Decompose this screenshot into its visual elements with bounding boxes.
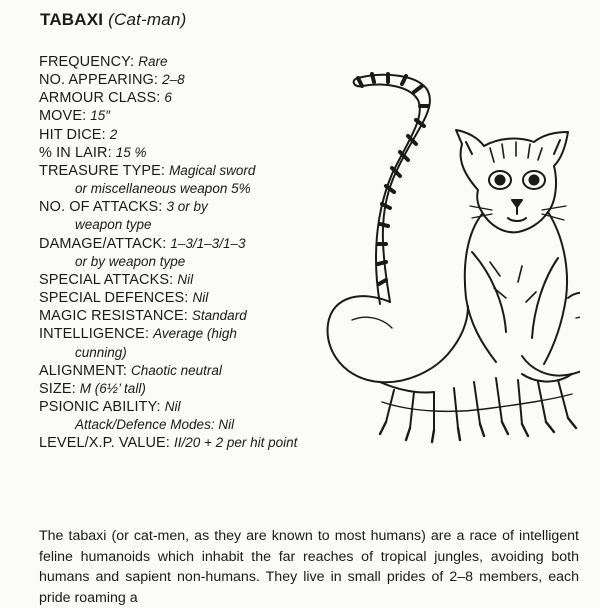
stat-label: HIT DICE: [39,126,106,143]
description-paragraph: The tabaxi (or cat-men, as they are known to most humans) are a race of intelligent feline humanoids which inhabit the far reaches of tropical jungles, avoiding both humans and sapient non-humans. They live in small prides of 2–8 members, each pride roaming a [39,528,579,606]
tabaxi-illustration [322,62,580,447]
stat-label: TREASURE TYPE: [39,162,166,179]
stat-value-continued: weapon type [75,217,152,233]
stat-label: NO. APPEARING: [39,72,159,89]
stat-value: 15″ [90,108,111,124]
stat-label: PSIONIC ABILITY: [39,398,161,415]
stat-value: Nil [177,271,194,287]
stat-value: 15 % [115,144,147,160]
stat-label: NO. OF ATTACKS: [39,199,163,216]
stat-value-continued: or miscellaneous weapon 5% [75,181,251,197]
stat-value-continued: cunning) [75,344,127,360]
stat-value-continued: Attack/Defence Modes: Nil [75,417,235,433]
stat-value: 1–3/1–3/1–3 [170,235,246,251]
stat-label: LEVEL/X.P. VALUE: [39,435,170,452]
stat-value: 6 [164,90,172,106]
stat-label: ARMOUR CLASS: [39,90,161,107]
stat-value: Average (high [153,326,237,342]
stat-value: Magical sword [169,162,256,178]
stat-label: MOVE: [39,108,87,125]
stat-value: Nil [164,398,181,414]
stat-value: 2–8 [162,72,185,88]
stat-label: MAGIC RESISTANCE: [39,308,188,325]
creature-alias: (Cat-man) [108,10,187,29]
stat-label: DAMAGE/ATTACK: [39,235,167,252]
creature-title [40,10,186,30]
stat-label: SPECIAL DEFENCES: [39,290,189,307]
stat-value: 3 or by [166,199,208,215]
stat-value: II/20 + 2 per hit point [173,435,298,451]
stat-value: M (6½’ tall) [79,380,146,396]
stat-label: ALIGNMENT: [39,362,128,379]
stat-label: FREQUENCY: [39,54,135,70]
stat-value: Nil [192,290,209,306]
stat-label: SPECIAL ATTACKS: [39,271,174,288]
creature-name: TABAXI [40,10,104,29]
stat-label: INTELLIGENCE: [39,326,150,343]
stat-label: SIZE: [39,380,76,397]
stat-value: Standard [191,308,247,324]
stat-value: 2 [109,126,118,142]
stat-value: Chaotic neutral [131,362,222,378]
stat-value: Rare [138,54,168,69]
stat-value-continued: or by weapon type [75,253,186,269]
stat-label: % IN LAIR: [39,144,112,161]
